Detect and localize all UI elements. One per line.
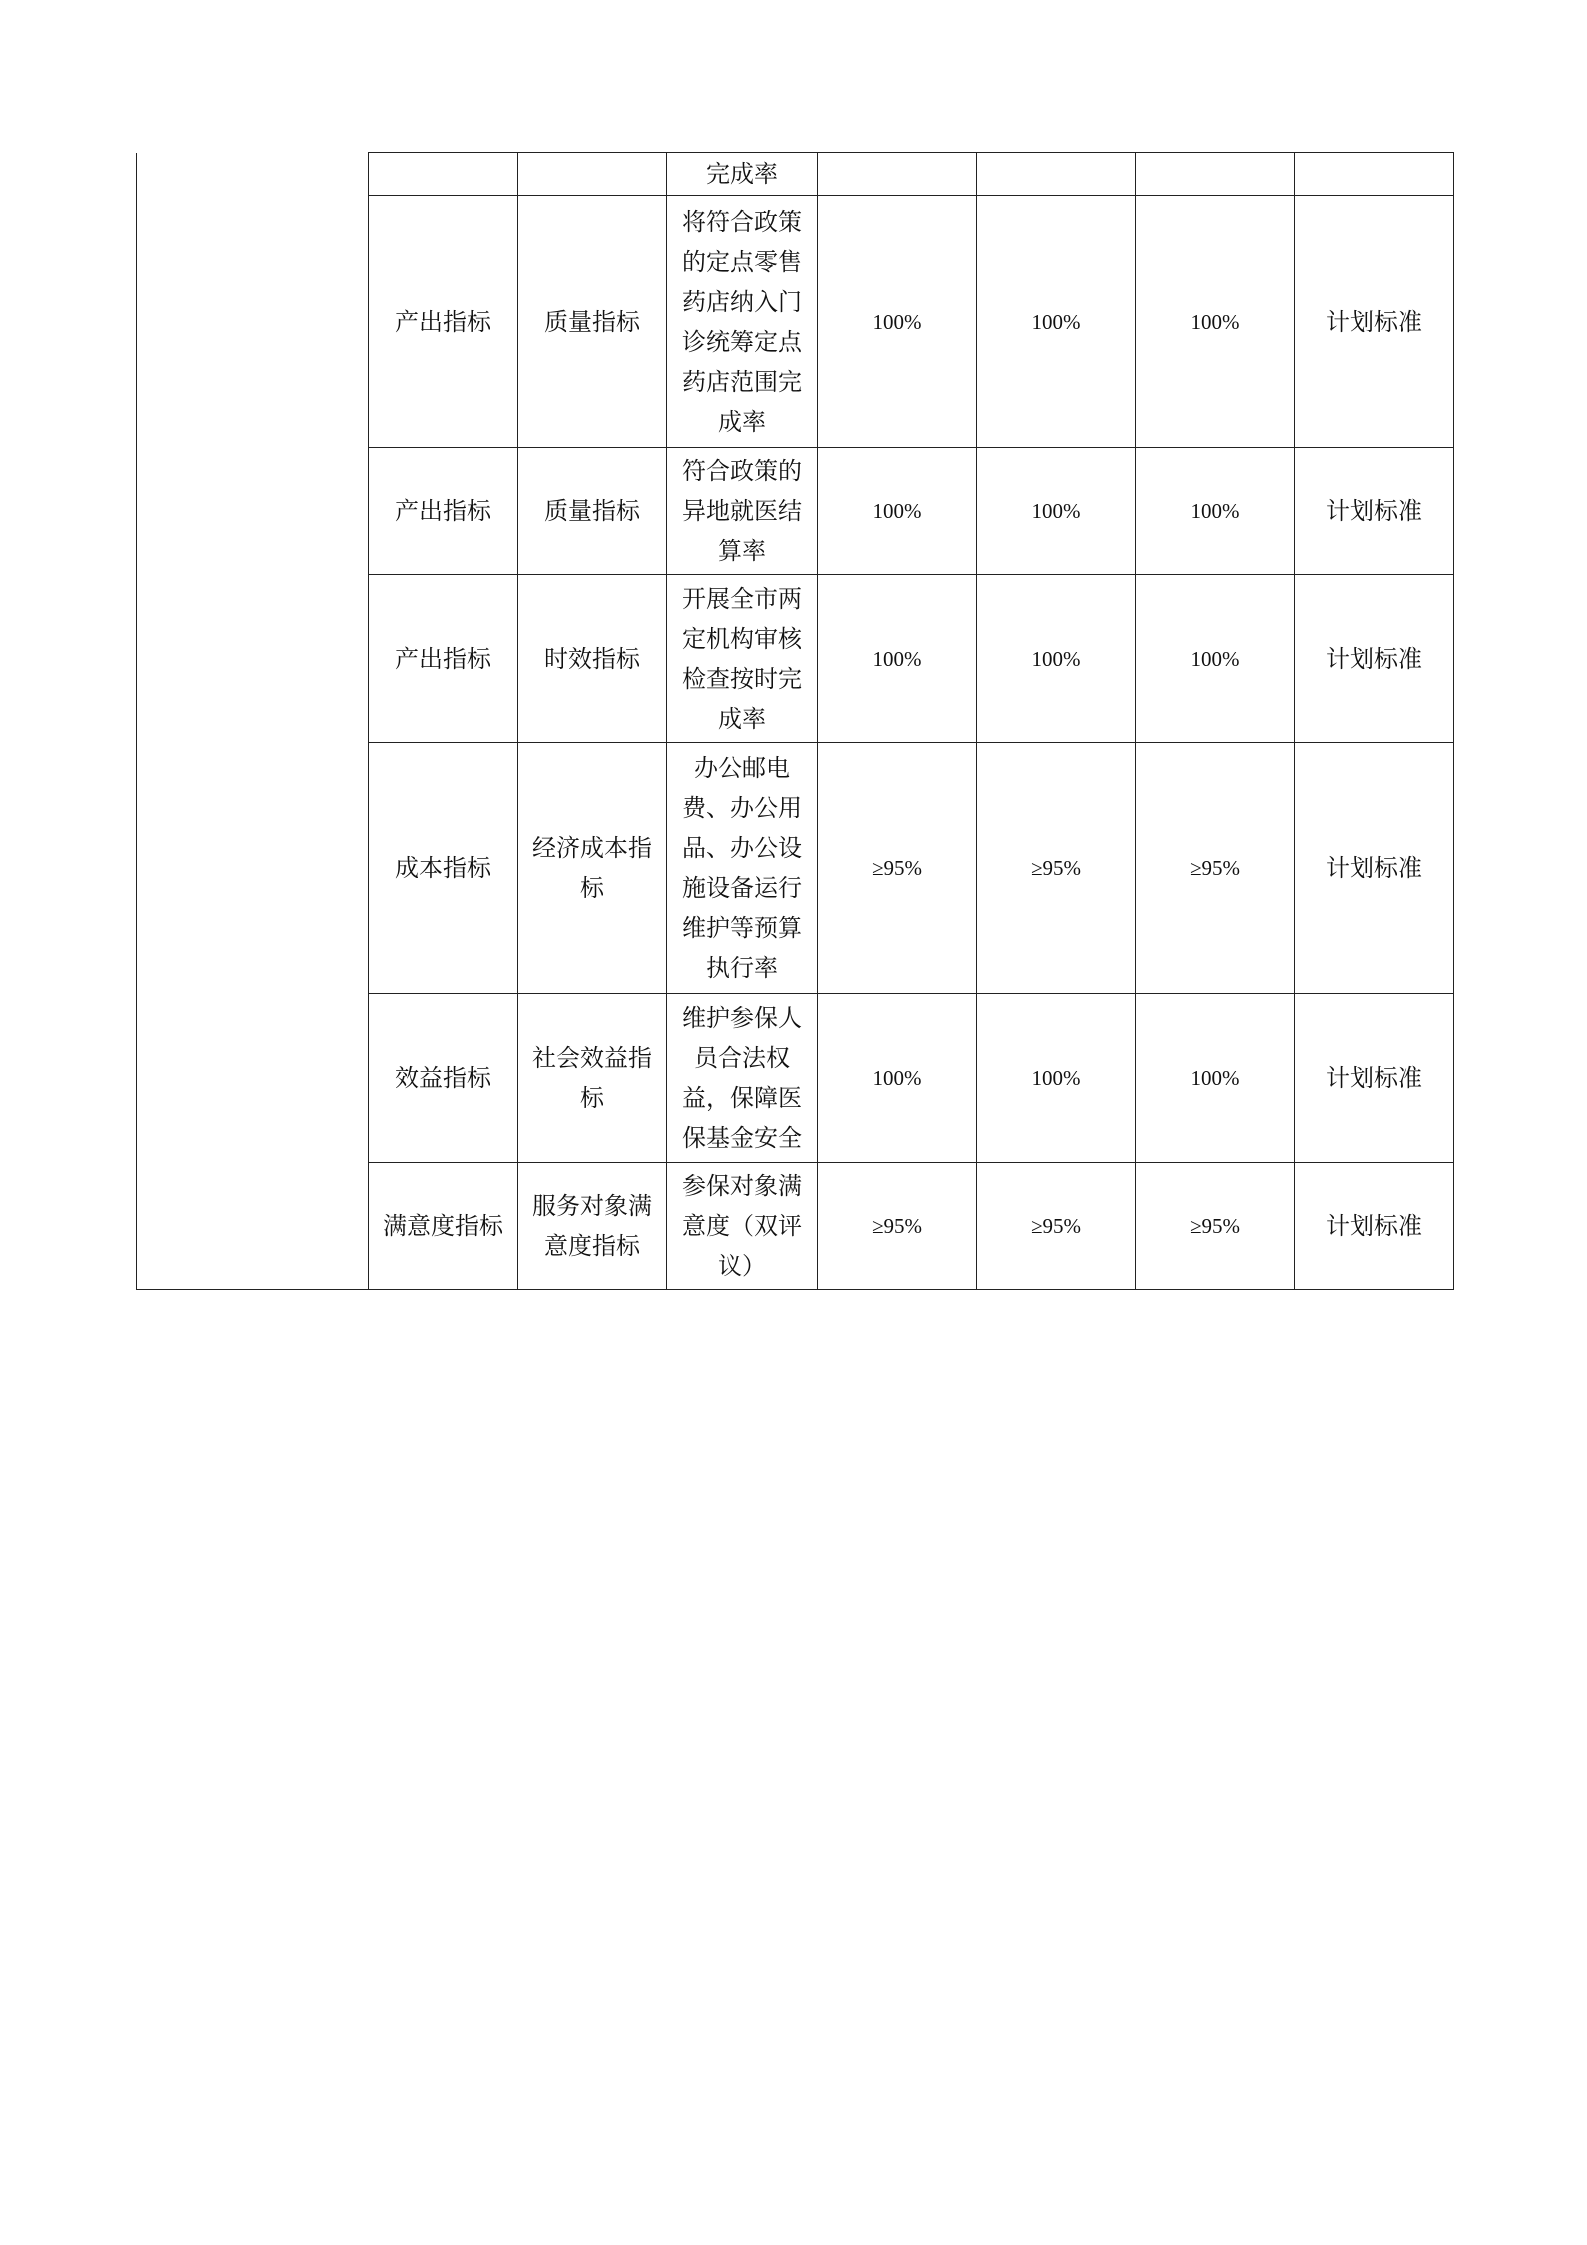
table-row: [137, 153, 1454, 196]
indicator-text: 办公邮电费、办公用品、办公设施设备运行维护等预算执行率: [682, 754, 802, 982]
level1-cell: 效益指标: [369, 994, 518, 1163]
target3-cell: 100%: [1136, 994, 1295, 1163]
level2-text: 服务对象满意度指标: [532, 1192, 652, 1260]
basis-cell: 计划标准: [1295, 994, 1454, 1163]
level2-cell: 时效指标: [518, 575, 667, 743]
target1-cell: ≥95%: [818, 1163, 977, 1290]
indicator-text: 将符合政策的定点零售药店纳入门诊统筹定点药店范围完成率: [682, 207, 802, 436]
target3-cell: 100%: [1136, 575, 1295, 743]
target2-cell: [977, 153, 1136, 196]
indicator-cell: [667, 153, 818, 196]
level1-cell: 成本指标: [369, 743, 518, 994]
target3-cell: [1136, 153, 1295, 196]
level2-cell: [518, 994, 667, 1163]
level2-cell: [518, 743, 667, 994]
target1-cell: 100%: [818, 196, 977, 448]
level2-cell: [518, 153, 667, 196]
indicator-cell: [667, 1163, 818, 1290]
target1-cell: 100%: [818, 575, 977, 743]
basis-cell: [1295, 153, 1454, 196]
target2-cell: 100%: [977, 994, 1136, 1163]
target3-cell: ≥95%: [1136, 743, 1295, 994]
basis-cell: 计划标准: [1295, 1163, 1454, 1290]
indicator-cell: [667, 448, 818, 575]
target1-cell: 100%: [818, 448, 977, 575]
basis-cell: 计划标准: [1295, 575, 1454, 743]
indicator-text: 完成率: [706, 160, 778, 188]
level2-text: 经济成本指标: [532, 834, 652, 902]
indicator-cell: [667, 994, 818, 1163]
target2-cell: 100%: [977, 196, 1136, 448]
target3-cell: 100%: [1136, 196, 1295, 448]
level2-cell: [518, 1163, 667, 1290]
performance-indicator-table: [136, 152, 1454, 1290]
indicator-cell: [667, 575, 818, 743]
level1-cell: 产出指标: [369, 448, 518, 575]
level2-text: 社会效益指标: [532, 1044, 652, 1112]
indicator-cell: [667, 743, 818, 994]
indicator-text: 参保对象满意度（双评议）: [682, 1172, 802, 1280]
level1-cell: 产出指标: [369, 196, 518, 448]
target1-cell: ≥95%: [818, 743, 977, 994]
level2-cell: 质量指标: [518, 448, 667, 575]
target1-cell: [818, 153, 977, 196]
target2-cell: ≥95%: [977, 1163, 1136, 1290]
level1-cell: 满意度指标: [369, 1163, 518, 1290]
indicator-text: 开展全市两定机构审核检查按时完成率: [682, 584, 802, 733]
target1-cell: 100%: [818, 994, 977, 1163]
basis-cell: 计划标准: [1295, 743, 1454, 994]
target2-cell: 100%: [977, 575, 1136, 743]
level1-cell: [369, 153, 518, 196]
indicator-cell: [667, 196, 818, 448]
basis-cell: 计划标准: [1295, 448, 1454, 575]
basis-cell: 计划标准: [1295, 196, 1454, 448]
level1-cell: 产出指标: [369, 575, 518, 743]
target2-cell: 100%: [977, 448, 1136, 575]
target3-cell: ≥95%: [1136, 1163, 1295, 1290]
indicator-text: 符合政策的异地就医结算率: [682, 457, 802, 565]
merged-blank-cell: [137, 153, 369, 1290]
target3-cell: 100%: [1136, 448, 1295, 575]
level2-cell: 质量指标: [518, 196, 667, 448]
target2-cell: ≥95%: [977, 743, 1136, 994]
indicator-text: 维护参保人员合法权益，保障医保基金安全: [682, 1004, 802, 1152]
